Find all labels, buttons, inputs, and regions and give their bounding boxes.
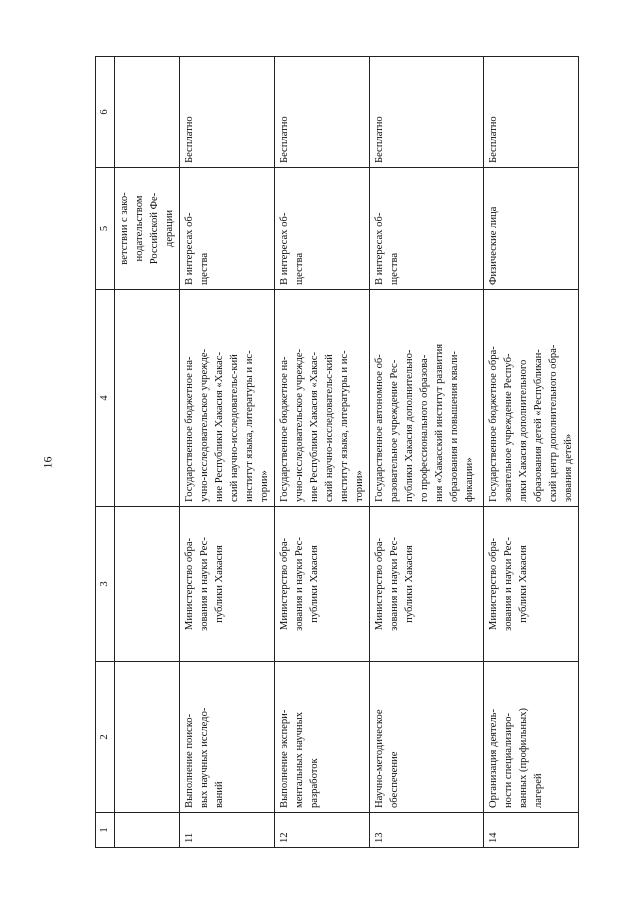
payment: Бесплатно xyxy=(484,57,579,168)
consumers: В интересах об- щества xyxy=(275,168,370,290)
table-cell: ветствии с зако- нодательством Российской Фе- дерации xyxy=(115,168,180,290)
authority: Министерство обра- зования и науки Рес- публики Хакасия xyxy=(180,507,275,662)
row-number: 12 xyxy=(275,813,370,848)
row-number: 13 xyxy=(370,813,484,848)
header-cell: 2 xyxy=(96,662,115,813)
authority: Министерство обра- зования и науки Рес- публики Хакасия xyxy=(275,507,370,662)
continuation-row xyxy=(115,57,180,848)
row-number: 14 xyxy=(484,813,579,848)
header-cell: 3 xyxy=(96,507,115,662)
header-cell: 6 xyxy=(96,57,115,168)
authority: Министерство обра- зования и науки Рес- публики Хакасия xyxy=(370,507,484,662)
service-name: Выполнение экспери- ментальных научных разработок xyxy=(275,662,370,813)
consumers: Физические лица xyxy=(484,168,579,290)
header-row xyxy=(96,57,115,848)
table-cell xyxy=(115,813,180,848)
institution: Государственное автономное об- разовательное учреждение Рес- публики Хакасия дополнительно- го профессионального образова- ния «Хакасский институт развития образования и повышения квали- фикации» xyxy=(370,290,484,507)
table-cell xyxy=(115,662,180,813)
table-cell xyxy=(115,290,180,507)
authority: Министерство обра- зования и науки Рес- публики Хакасия xyxy=(484,507,579,662)
table-row xyxy=(370,57,484,848)
service-name: Научно-методическое обеспечение xyxy=(370,662,484,813)
header-cell: 4 xyxy=(96,290,115,507)
institution: Государственное бюджетное обра- зовательное учреждение Респуб- лики Хакасия дополнительного образования детей «Республикан- ский центр дополнительного обра- зования детей» xyxy=(484,290,579,507)
header-cell: 5 xyxy=(96,168,115,290)
consumers: В интересах об- щества xyxy=(370,168,484,290)
row-number: 11 xyxy=(180,813,275,848)
consumers: В интересах об- щества xyxy=(180,168,275,290)
table-row xyxy=(275,57,370,848)
institution: Государственное бюджетное на- учно-исследовательское учрежде- ние Республики Хакасия «Хакас- ский научно-исследовательс-кий институт языка, литературы и ис- тории» xyxy=(275,290,370,507)
table-row xyxy=(484,57,579,848)
header-cell: 1 xyxy=(96,813,115,848)
payment: Бесплатно xyxy=(370,57,484,168)
page-number: 16 xyxy=(40,456,55,469)
service-name: Выполнение поиско- вых научных исследо- ваний xyxy=(180,662,275,813)
services-table xyxy=(95,56,579,848)
rotated-table-container xyxy=(95,57,578,848)
table-cell xyxy=(115,57,180,168)
table-row xyxy=(180,57,275,848)
service-name: Организация деятель- ности специализиро- ванных (профильных) лагерей xyxy=(484,662,579,813)
table-cell xyxy=(115,507,180,662)
institution: Государственное бюджетное на- учно-исследовательское учрежде- ние Республики Хакасия «Хакас- ский научно-исследовательс-кий институт языка, литературы и ис- тории» xyxy=(180,290,275,507)
payment: Бесплатно xyxy=(275,57,370,168)
payment: Бесплатно xyxy=(180,57,275,168)
